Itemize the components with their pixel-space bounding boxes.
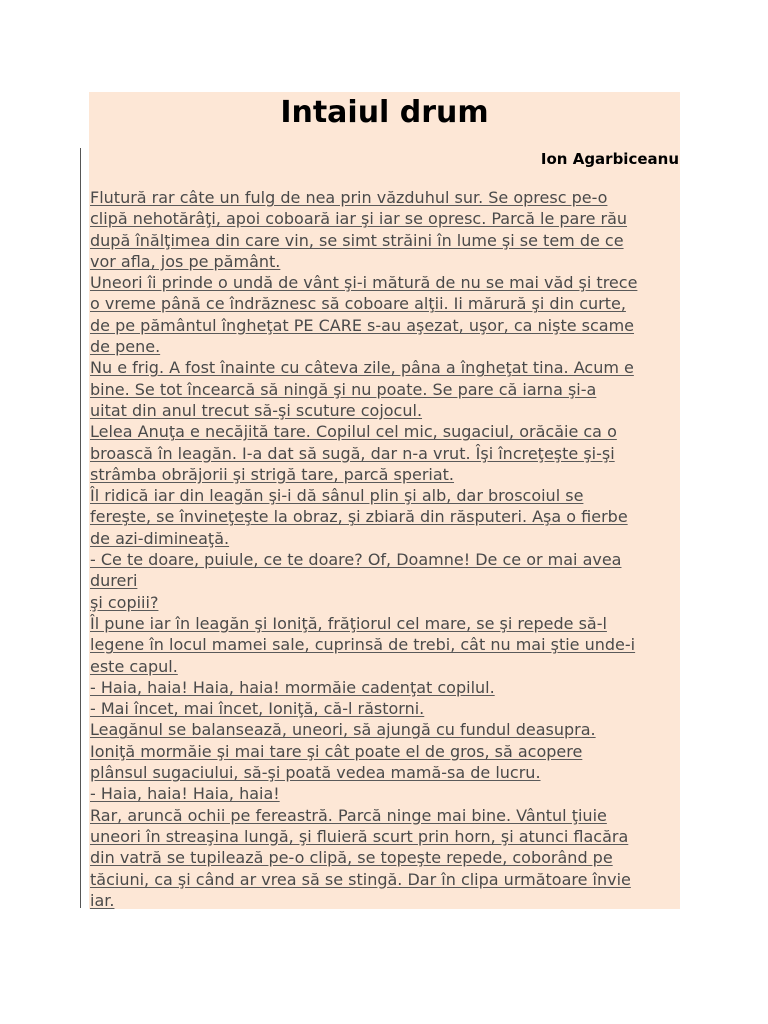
text-line[interactable]: - Haia, haia! Haia, haia! mormăie cadenţat copilul. <box>90 677 495 697</box>
document-title: Intaiul drum <box>280 95 489 130</box>
text-line[interactable]: bine. Se tot încearcă să ningă şi nu poate. Se pare că iarna şi-a <box>90 379 597 399</box>
text-line[interactable]: uneori în streaşina lungă, şi fluieră scurt prin horn, şi atunci flacăra <box>90 826 629 846</box>
text-line[interactable]: după înălţimea din care vin, se simt străini în lume şi se tem de ce <box>90 230 624 250</box>
text-line[interactable]: Ioniţă mormăie şi mai tare şi cât poate el de gros, să acopere <box>90 741 583 761</box>
text-line[interactable]: din vatră se tupilează pe-o clipă, se topeşte repede, coborând pe <box>90 848 613 868</box>
text-line[interactable]: - Mai încet, mai încet, Ioniţă, că-l răstorni. <box>90 699 425 719</box>
text-line[interactable]: legene în locul mamei sale, cuprinsă de trebi, cât nu mai ştie unde-i <box>90 635 636 655</box>
text-line[interactable]: Nu e frig. A fost înainte cu câteva zile, pâna a îngheţat tina. Acum e <box>90 358 634 378</box>
text-line[interactable]: Lelea Anuţa e necăjită tare. Copilul cel mic, sugaciul, orăcăie ca o <box>90 422 617 442</box>
text-line[interactable]: - Haia, haia! Haia, haia! <box>90 784 280 804</box>
margin-rule <box>80 148 81 908</box>
text-line[interactable]: - Ce te doare, puiule, ce te doare? Of, Doamne! De ce or mai avea <box>90 550 622 570</box>
text-line[interactable]: Rar, aruncă ochii pe fereastră. Parcă ninge mai bine. Vântul ţiuie <box>90 805 607 825</box>
text-line[interactable]: Leagănul se balansează, uneori, să ajungă cu fundul deasupra. <box>90 720 596 740</box>
text-line[interactable]: clipă nehotărâţi, apoi coboară iar şi iar se opresc. Parcă le pare rău <box>90 209 628 229</box>
text-line[interactable]: dureri <box>90 571 138 591</box>
document-author: Ion Agarbiceanu <box>540 150 679 168</box>
text-line[interactable]: vor afla, jos pe pământ. <box>90 251 281 271</box>
text-line[interactable]: Uneori îi prinde o undă de vânt şi-i mătură de nu se mai văd şi trece <box>90 273 638 293</box>
text-line[interactable]: iar. <box>90 890 115 910</box>
text-line[interactable]: plânsul sugaciului, să-şi poată vedea mamă-sa de lucru. <box>90 763 541 783</box>
document-body <box>90 187 680 911</box>
text-line[interactable]: o vreme până ce îndrăznesc să coboare alţii. Ii mărură şi din curte, <box>90 294 626 314</box>
text-line[interactable]: de pene. <box>90 337 161 357</box>
text-line[interactable]: uitat din anul trecut să-şi scuture cojocul. <box>90 400 423 420</box>
text-line[interactable]: fereşte, se învineţeşte la obraz, şi zbiară din răsputeri. Aşa o fierbe <box>90 507 628 527</box>
text-line[interactable]: strâmba obrăjorii şi strigă tare, parcă speriat. <box>90 464 455 484</box>
text-line[interactable]: şi copiii? <box>90 592 159 612</box>
text-line[interactable]: este capul. <box>90 656 178 676</box>
text-line[interactable]: tăciuni, ca şi când ar vrea să se stingă. Dar în clipa următoare învie <box>90 869 631 889</box>
text-line[interactable]: de azi-dimineaţă. <box>90 528 230 548</box>
text-line[interactable]: de pe pământul îngheţat PE CARE s-au aşezat, uşor, ca nişte scame <box>90 315 635 335</box>
text-line[interactable]: Îl pune iar în leagăn şi Ioniţă, frăţiorul cel mare, se şi repede să-l <box>90 613 607 633</box>
text-line[interactable]: Flutură rar câte un fulg de nea prin văzduhul sur. Se opresc pe-o <box>90 188 608 207</box>
text-line[interactable]: Îl ridică iar din leagăn şi-i dă sânul plin şi alb, dar broscoiul se <box>90 486 584 506</box>
text-line[interactable]: broască în leagăn. I-a dat să sugă, dar n-a vrut. Îşi încreţeşte şi-şi <box>90 443 615 463</box>
